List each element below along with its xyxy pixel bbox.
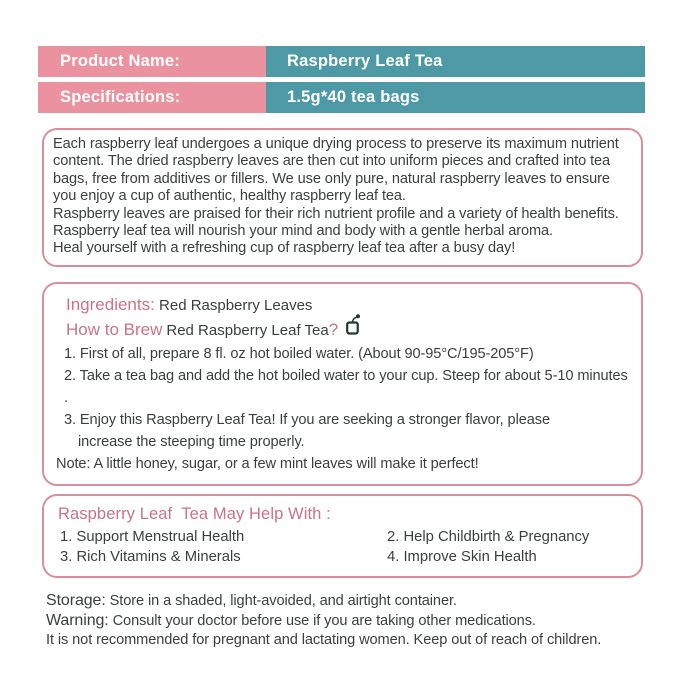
- warning-line-2: It is not recommended for pregnant and lactating women. Keep out of reach of children.: [46, 631, 602, 648]
- description-box: [42, 128, 643, 267]
- brew-step: 3. Enjoy this Raspberry Leaf Tea! If you are seeking a stronger flavor, please: [64, 411, 550, 428]
- storage-label: Storage:: [46, 591, 106, 609]
- how-to-brew-value: Red Raspberry Leaf Tea?: [166, 319, 339, 339]
- how-to-brew-label: How to Brew: [66, 320, 163, 340]
- benefits-box: [42, 494, 643, 578]
- question-mark: ?: [328, 319, 339, 339]
- benefit-item: 4. Improve Skin Health: [387, 548, 537, 565]
- how-to-brew-line: [56, 318, 633, 343]
- specifications-label: Specifications:: [38, 82, 266, 113]
- description-paragraph: Heal yourself with a refreshing cup of raspberry leaf tea after a busy day!: [53, 240, 516, 257]
- benefit-item: 3. Rich Vitamins & Minerals: [60, 548, 241, 565]
- product-header: [38, 46, 645, 113]
- brew-step: 2. Take a tea bag and add the hot boiled water to your cup. Steep for about 5-10 minutes .: [64, 367, 628, 406]
- brew-step: 1. First of all, prepare 8 fl. oz hot boiled water. (About 90-95°C/195-205°F): [64, 345, 534, 362]
- benefit-item: 2. Help Childbirth & Pregnancy: [387, 528, 590, 545]
- product-name-label: Product Name:: [38, 46, 266, 77]
- header-row-product-name: [38, 46, 645, 77]
- brew-note: Note: A little honey, sugar, or a few mint leaves will make it perfect!: [56, 455, 479, 472]
- warning-label: Warning:: [46, 611, 109, 629]
- header-row-specifications: [38, 82, 645, 113]
- brew-box: [42, 282, 643, 486]
- warning-line: [46, 611, 646, 631]
- product-name-value: Raspberry Leaf Tea: [266, 46, 645, 77]
- specifications-value: 1.5g*40 tea bags: [266, 82, 645, 113]
- warning-text: Consult your doctor before use if you are taking other medications.: [112, 612, 536, 629]
- storage-line: [46, 591, 646, 611]
- benefits-title: Raspberry Leaf Tea May Help With :: [58, 504, 331, 523]
- storage-text: Store in a shaded, light-avoided, and airtight container.: [109, 592, 457, 609]
- ingredients-label: Ingredients:: [66, 294, 155, 314]
- ingredients-line: [56, 293, 633, 318]
- storage-warning-section: [46, 591, 646, 650]
- benefits-list: [58, 527, 631, 567]
- benefit-item: 1. Support Menstrual Health: [60, 528, 245, 545]
- description-paragraph: Raspberry leaves are praised for their rich nutrient profile and a variety of health benefits. Raspberry leaf tea will nourish your mind and body with a gentle herbal aroma.: [53, 205, 619, 240]
- ingredients-value: Red Raspberry Leaves: [159, 296, 313, 314]
- brew-step-continuation: increase the steeping time properly.: [78, 433, 305, 450]
- description-paragraph: Each raspberry leaf undergoes a unique drying process to preserve its maximum nutrient content. The dried raspberry leaves are then cut into uniform pieces and crafted into tea bags, free from additives or fillers. We use only pure, natural raspberry leaves to ensure you enjoy a cup of authentic, healthy raspberry leaf tea.: [53, 136, 619, 205]
- teabag-icon: [346, 314, 361, 343]
